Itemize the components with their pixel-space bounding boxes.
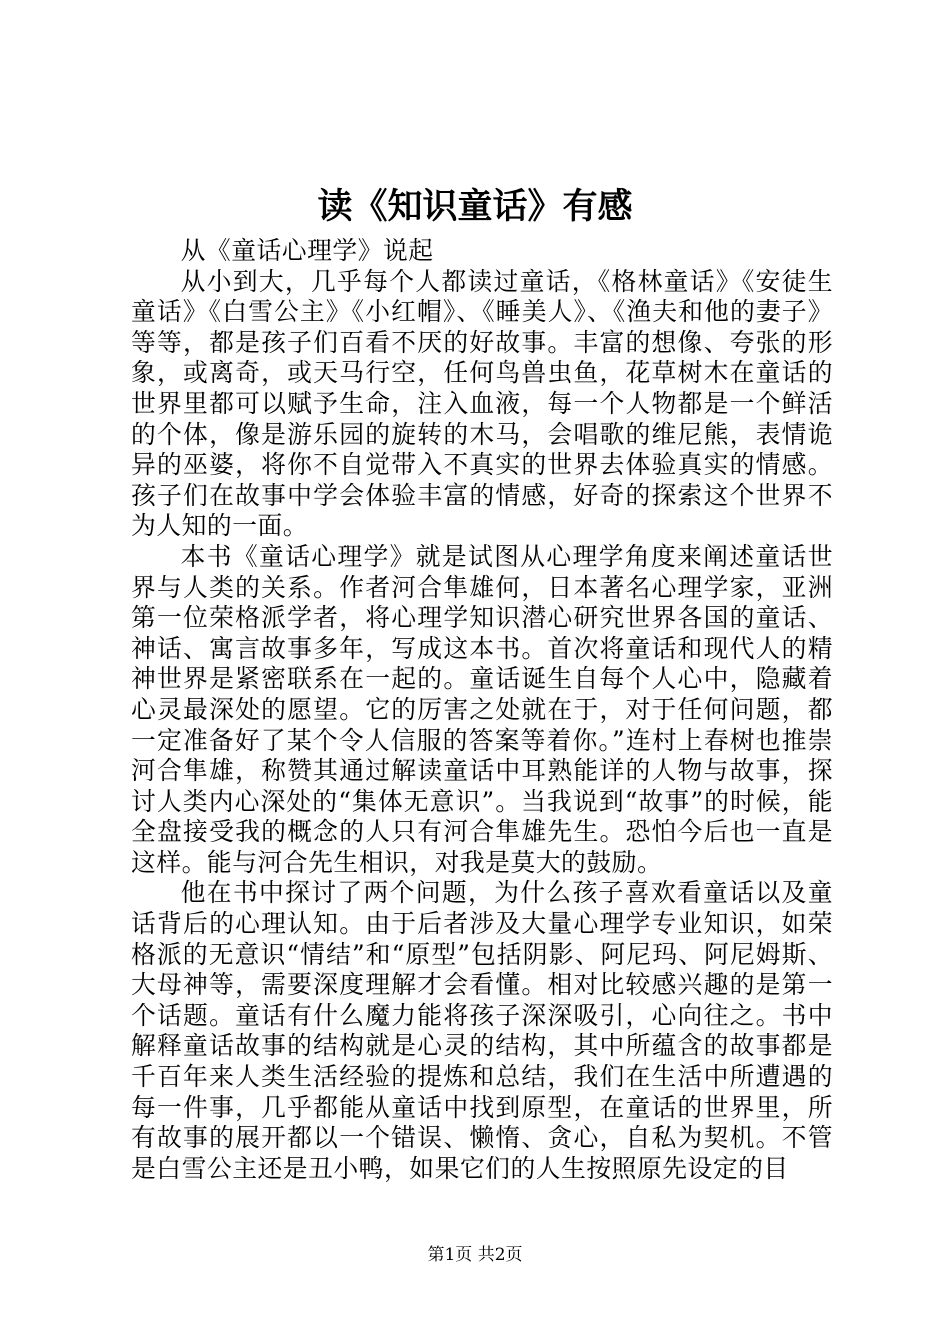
paragraph: 本书《童话心理学》就是试图从心理学角度来阐述童话世界与人类的关系。作者河合隼雄何，日本著名心理学家，亚洲第一位荣格派学者，将心理学知识潜心研究世界各国的童话、神话、寓言故事多年，写成这本书。首次将童话和现代人的精神世界是紧密联系在一起的。童话诞生自每个人心中，隐藏着心灵最深处的愿望。它的厉害之处就在于，对于任何问题，都一定准备好了某个令人信服的答案等着你。”连村上春树也推崇河合隼雄，称赞其通过解读童话中耳熟能详的人物与故事，探讨人类内心深处的“集体无意识”。当我说到“故事”的时候，能全盘接受我的概念的人只有河合隼雄先生。恐怕今后也一直是这样。能与河合先生相识，对我是莫大的鼓励。 [131, 541, 833, 877]
paragraph-subheading: 从《童话心理学》说起 [180, 236, 434, 265]
paragraph: 他在书中探讨了两个问题，为什么孩子喜欢看童话以及童话背后的心理认知。由于后者涉及大量心理学专业知识，如荣格派的无意识“情结”和“原型”包括阴影、阿尼玛、阿尼姆斯、大母神等，需要深度理解才会看懂。相对比较感兴趣的是第一个话题。童话有什么魔力能将孩子深深吸引，心向往之。书中解释童话故事的结构就是心灵的结构，其中所蕴含的故事都是千百年来人类生活经验的提炼和总结，我们在生活中所遭遇的每一件事，几乎都能从童话中找到原型，在童话的世界里，所有故事的展开都以一个错误、懒惰、贪心，自私为契机。不管是白雪公主还是丑小鸭，如果它们的人生按照原先设定的目 [131, 878, 833, 1183]
paragraph: 从小到大，几乎每个人都读过童话，《格林童话》《安徒生童话》《白雪公主》《小红帽》、《睡美人》、《渔夫和他的妻子》等等，都是孩子们百看不厌的好故事。丰富的想像、夸张的形象，或离奇，或天马行空，任何鸟兽虫鱼，花草树木在童话的世界里都可以赋予生命，注入血液，每一个人物都是一个鲜活的个体，像是游乐园的旋转的木马，会唱歌的维尼熊，表情诡异的巫婆，将你不自觉带入不真实的世界去体验真实的情感。孩子们在故事中学会体验丰富的情感，好奇的探索这个世界不为人知的一面。 [131, 266, 833, 541]
document-title: 读《知识童话》有感 [317, 186, 633, 227]
document-body [131, 236, 833, 1184]
page-number-footer: 第1页 共2页 [427, 1245, 523, 1265]
